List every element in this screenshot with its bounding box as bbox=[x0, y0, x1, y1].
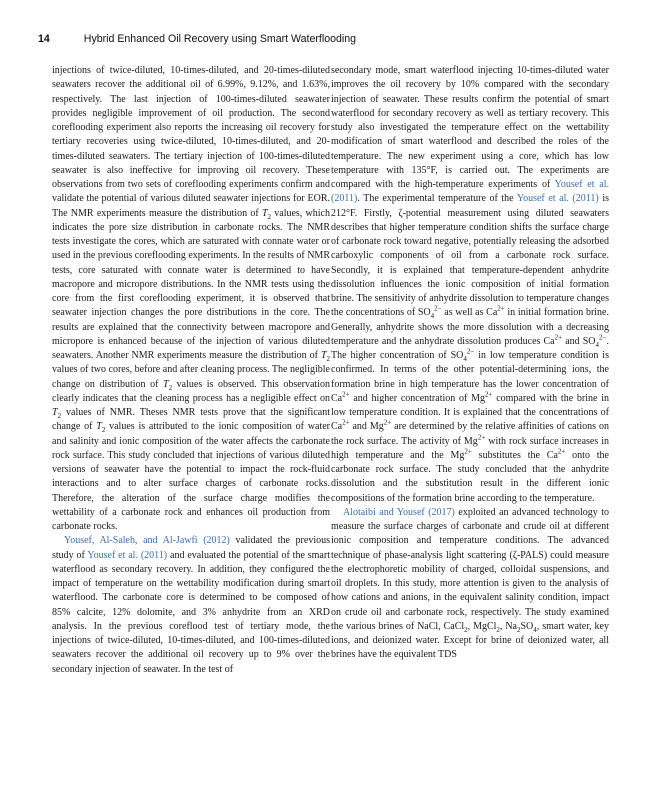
running-header bbox=[38, 33, 608, 49]
citation-link[interactable]: Yousef et al. (2011) bbox=[331, 179, 609, 205]
right-column bbox=[331, 64, 609, 784]
citation-link[interactable]: Yousef, Al-Saleh, and Al-Jawfi (2012) bbox=[64, 535, 230, 547]
body-paragraph: Yousef, Al-Saleh, and Al-Jawfi (2012) validated the previous study of Yousef et al. (2011) and evaluated the potential of the smart waterflood as secondary recovery. In addition, they configured the impact of temperature on the wettability modification during smart waterflood. The carbonate core is determined to be composed of 85% calcite, 12% dolomite, and 3% anhydrite from an XRD analysis. In the previous coreflood test of tertiary mode, the injections of twice-diluted, 10-times-diluted, and 100-times-diluted seawaters recover the additional oil recovery up to 9% over the secondary injection of seawater. In the test of bbox=[52, 535, 330, 675]
body-paragraph: Alotaibi and Yousef (2017) exploited an advanced technology to measure the surface charges of carbonate and crude oil at different ionic composition and temperature conditions. The advanced technique of phase-analysis light scattering (ζ-PALS) could measure the electrophoretic mobility of charged, colloidal suspensions, and oil droplets. In this study, more attention is given to the analysis of how cations and anions, in the equivalent salinity condition, impact on crude oil and carbonate rock, respectively. The study examined the various brines of NaCl, CaCl$_2$, MgCl$_2$, $Na_2SO_4$, smart water, key ions, and deionized water. Except for brine of deionized water, all brines have the equivalent TDS bbox=[331, 506, 609, 661]
body-paragraph: injections of twice-diluted, 10-times-diluted, and 20-times-diluted seawaters recover the additional oil of 6.99%, 9.12%, and 1.63%, respectively. The last injection of 100-times-diluted seawater provides negligible improvement of oil production. The second coreflooding experiment also reports the increasing oil recovery for tertiary recoveries using twice-diluted, 10-times-diluted, and 20-times-diluted seawaters. The tertiary injection of 100-times-diluted seawater is also ineffective for improving oil recovery. These observations from two sets of coreflooding experiments confirm and validate the potential of various diluted seawater injections for EOR. The NMR experiments measure the distribution of $T_2$ values, which indicates the pore size distribution in carbonate rocks. The NMR tests investigate the cores, which are saturated with connate water or used in the previous coreflooding experiments. In the results of NMR tests, core saturated with connate water is determined to have macropore and micropore distributions. In the NMR tests using the core from the first coreflooding experiment, it is observed that seawater injection changes the pore distributions in the core. The results are explained that the connectivity between macropore and micropore is enhanced because of the injection of various diluted seawaters. Another NMR experiments measure the distribution of $T_2$ values of two cores, before and after cleaning process. The negligible change on distribution of $T_2$ values is observed. This observation clearly indicates that the cleaning process has a negligible effect on $T_2$ values of NMR. Theses NMR tests prove that the significant change of $T_2$ values is attributed to the ionic composition of water and salinity and ionic composition of the water affects the carbonate rock surface. This study concluded that injections of various diluted versions of seawater have the potential to impact the rock-fluid interactions and to alter surface charges of carbonate rocks. Therefore, the alteration of the surface charge modifies the wettability of a carbonate rock and enhances oil production from carbonate rocks. bbox=[52, 65, 330, 532]
left-column bbox=[52, 64, 330, 784]
page-number: 14 bbox=[38, 33, 50, 45]
citation-link[interactable]: Yousef et al. (2011) bbox=[516, 193, 599, 205]
citation-link[interactable]: Alotaibi and Yousef (2017) bbox=[343, 506, 455, 518]
running-title: Hybrid Enhanced Oil Recovery using Smart Waterflooding bbox=[83, 33, 357, 45]
citation-link[interactable]: Yousef et al. (2011) bbox=[87, 549, 168, 561]
body-paragraph: secondary mode, smart waterflood injecting 10-times-diluted water improves the oil recovery by 10% compared with the secondary injection of seawater. These results confirm the potential of smart waterflood for secondary recovery as well as tertiary recovery. This study also investigated the temperature effect on the wettability modification of smart waterflood and described the roles of the temperature. The new experiment using a core, which has low temperature with 135°F, is carried out. The experiments are compared with the high-temperature experiments of Yousef et al. (2011). The experimental temperature of the Yousef et al. (2011) is 212°F. Firstly, ζ-potential measurement using diluted seawaters describes that higher temperature condition shifts the surface charge of carbonate rock toward negative, potentially releasing the adsorbed carboxylic components of oil from a carbonate rock surface. Secondly, it is explained that temperature-dependent anhydrite dissolution influences the ionic composition of initial formation brine. The sensitivity of anhydrite dissolution to temperature changes the concentrations of $SO_4^{2-}$ as well as $Ca^{2+}$ in initial formation brine. Generally, anhydrite shows the more dissolution with a decreasing temperature and the anhydrate dissolution produces $Ca^{2+}$ and $SO_4^{2-}$. The higher concentration of $SO_4^{2-}$ in low temperature condition is confirmed. In terms of the other potential-determining ions, the formation brine in high temperature has the lower concentration of $Ca^{2+}$ and higher concentration of $Mg^{2+}$ compared with the brine in low temperature condition. It is explained that the concentrations of $Ca^{2+}$ and $Mg^{2+}$ are determined by the relative affinities of cations on the rock surface. The activity of $Mg^{2+}$ with rock surface increases in high temperature and the $Mg^{2+}$ substitutes the $Ca^{2+}$ onto the carbonate rock surface. The study concluded that the anhydrite dissolution and the substitution result in the different ionic compositions of the formation brine according to the temperature. bbox=[331, 65, 609, 504]
